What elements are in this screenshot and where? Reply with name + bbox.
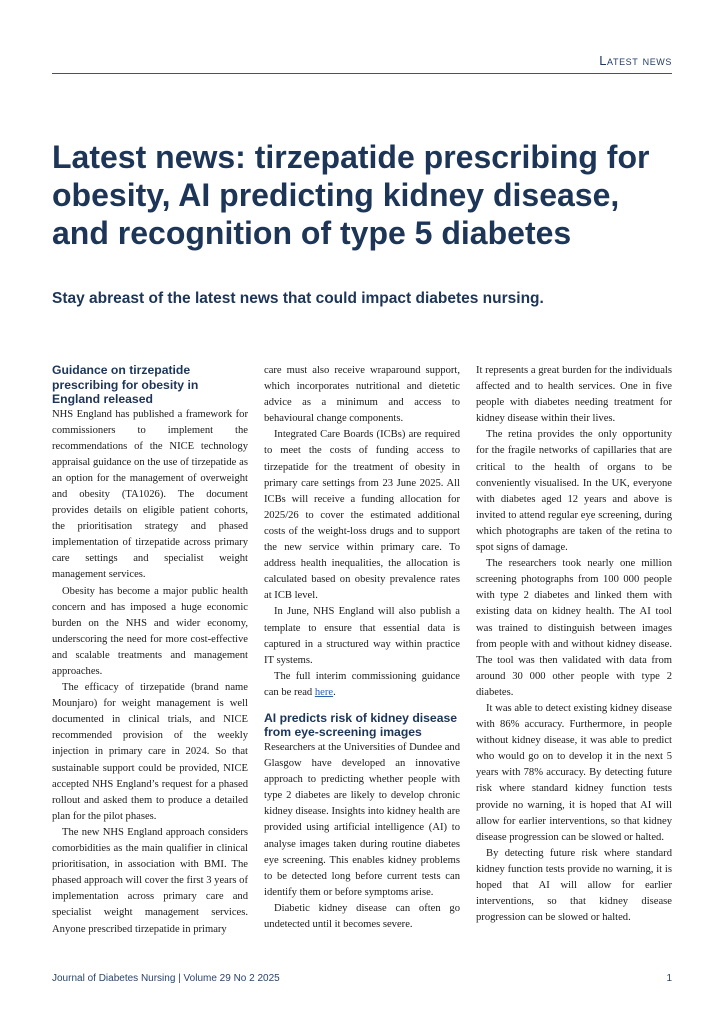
column-2	[264, 363, 460, 963]
column-3	[476, 363, 672, 963]
tirzepatide-paragraph-5: Integrated Care Boards (ICBs) are required to meet the costs of funding access to tirzepatide for the treatment of obesity in primary care settings from 23 June 2025. All ICBs will receive a funding allocation for 2025/26 to cover the estimated additional costs of the weight-loss drugs and to support the new service within primary care. To address health inequalities, the allocation is calculated based on obesity prevalence rates at ICB level.	[264, 429, 460, 602]
tirzepatide-paragraph-7	[264, 669, 460, 701]
kidney-paragraph-4: The researchers took nearly one million screening photographs from 100 000 people with type 2 diabetes and linked them with existing data on kidney health. The AI tool was trained to distinguish between images from people with and without kidney disease. The tool was then validated with data from around 30 000 other people with type 2 diabetes.	[476, 558, 672, 698]
kidney-heading: AI predicts risk of kidney disease from eye-screening images	[264, 710, 458, 740]
tirzepatide-paragraph-4-part-2: care must also receive wraparound support, which incorporates nutritional and dietetic advice as a minimum and access to behavioural change components.	[264, 365, 460, 425]
guidance-link[interactable]: here	[314, 686, 334, 698]
tirzepatide-heading: Guidance on tirzepatide prescribing for obesity in England released	[52, 363, 199, 406]
guidance-period: .	[333, 686, 336, 698]
page-number: 1	[666, 973, 672, 984]
tirzepatide-paragraph-6: In June, NHS England will also publish a template to ensure that essential data is captured in a structured way within practice IT systems.	[264, 606, 460, 666]
journal-footer: Journal of Diabetes Nursing | Volume 29 No 2 2025	[52, 973, 280, 984]
tirzepatide-paragraph-4-part-1: The new NHS England approach considers comorbidities as the main qualifier in clinical prioritisation, in association with BMI. The phased approach will cover the first 3 years of implementation across primary care and specialist weight management services. Anyone prescribed tirzepatide in primary	[52, 826, 248, 935]
page-title: Latest news: tirzepatide prescribing for obesity, AI predicting kidney disease, and recognition of type 5 diabetes	[52, 139, 650, 251]
standfirst: Stay abreast of the latest news that could impact diabetes nursing.	[52, 290, 544, 307]
column-1	[52, 363, 248, 963]
kidney-paragraph-5: It was able to detect existing kidney disease with 86% accuracy. Furthermore, in people without kidney disease, it was able to predict who would go on to develop it in the next 5 years with 78% accuracy. By detecting future risk where standard kidney function tests provide no warning, it is hoped that AI will allow for earlier interventions, so that kidney disease progression can be slowed or halted.	[476, 702, 672, 843]
section-label: Latest news	[599, 53, 672, 68]
tirzepatide-paragraph-3: The efficacy of tirzepatide (brand name Mounjaro) for weight management is well documented in clinical trials, and NICE recommended provision of the weekly injection in primary care in 2024. So that sustainable support could be provided, NICE accepted NHS England’s request for a phased rollout and asked them to produce a detailed plan for the pilot phases.	[52, 682, 248, 822]
kidney-paragraph-6: By detecting future risk where standard kidney function tests provide no warning, it is hoped that AI will allow for earlier interventions, so that kidney disease progression can be slowed or halted.	[476, 847, 672, 924]
header-divider	[52, 73, 672, 74]
kidney-paragraph-1: Researchers at the Universities of Dundee and Glasgow have developed an innovative approach to predicting whether people with type 2 diabetes are likely to develop chronic kidney disease. Insights into kidney health are provided using artificial intelligence (AI) to analyse images taken during routine diabetes eye screening. This enables kidney problems to be detected long before current tests can identify them or before symptoms arise.	[264, 741, 460, 898]
kidney-paragraph-2-part-2: It represents a great burden for the individuals affected and to health services. One in five people with diabetes needing treatment for kidney disease within their lives.	[476, 365, 672, 425]
tirzepatide-paragraph-1: NHS England has published a framework for commissioners to implement the recommendations of the NICE technology appraisal guidance on the use of tirzepatide as an option for the management of overweight and obesity (TA1026). The document provides details on eligible patient cohorts, the prioritisation strategy and phased implementation of tirzepatide across primary care settings and specialist weight management services.	[52, 408, 248, 581]
guidance-text: The full interim commissioning guidance can be read	[264, 670, 460, 698]
tirzepatide-paragraph-2: Obesity has become a major public health concern and has imposed a huge economic burden on the NHS and wider economy, underscoring the need for more cost-effective and scalable treatments and management approaches.	[52, 585, 248, 677]
kidney-paragraph-3: The retina provides the only opportunity for the fragile networks of capillaries that are critical to the health of organs to be conveniently visualised. In the UK, everyone with diabetes aged 12 years and above is invited to attend regular eye screening, during which photographs are taken of the retina to spot signs of damage.	[476, 429, 672, 554]
kidney-paragraph-2-part-1: Diabetic kidney disease can often go undetected until it becomes severe.	[264, 902, 460, 930]
article-columns	[52, 363, 672, 963]
